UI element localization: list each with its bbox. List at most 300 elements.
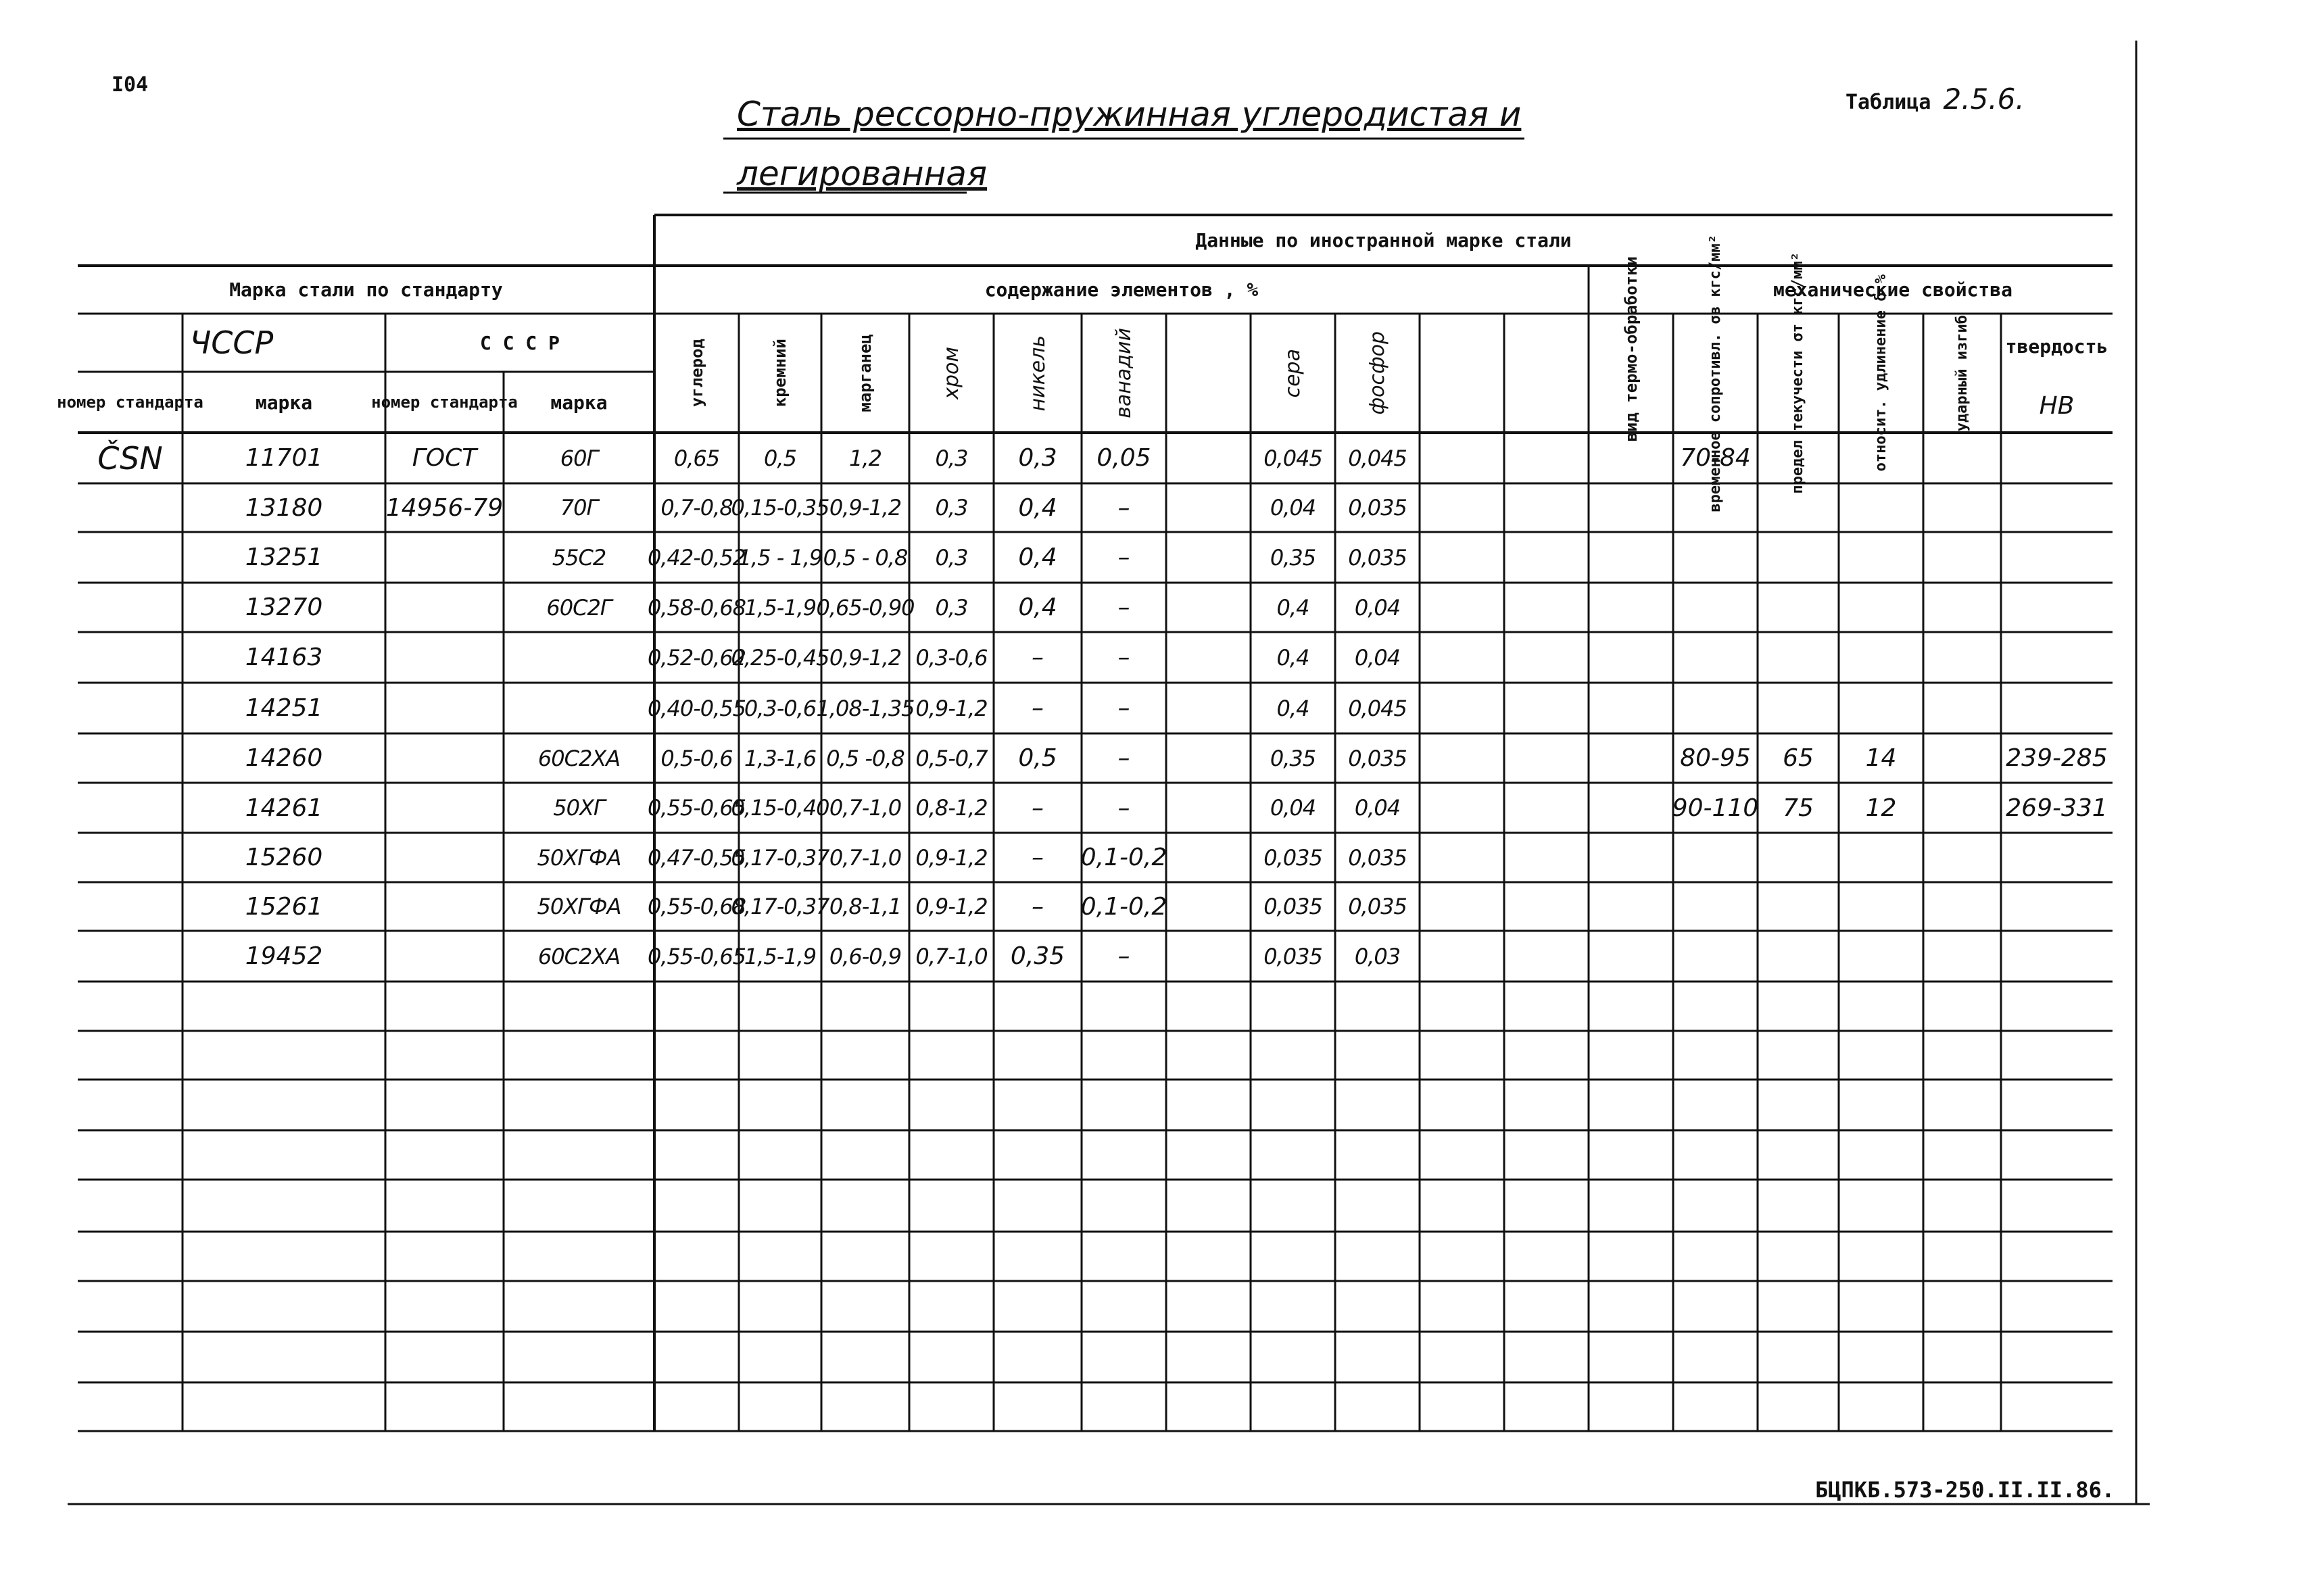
row-1-s bbox=[1251, 483, 1335, 532]
row-9-hb bbox=[2001, 882, 2113, 931]
row-3-v bbox=[1082, 583, 1166, 632]
row-10-s-text: 0,035 bbox=[1263, 943, 1322, 969]
row-10-yield bbox=[1758, 931, 1839, 982]
row-7-v bbox=[1082, 783, 1166, 833]
row-9-ni bbox=[994, 882, 1082, 931]
hardness-header-text: твердость bbox=[2005, 335, 2108, 358]
row-5-elong bbox=[1839, 683, 1923, 733]
element-phosphorus-header-text: фосфор bbox=[1366, 331, 1389, 415]
row-5-mn bbox=[816, 683, 915, 733]
row-10-ni bbox=[994, 931, 1082, 982]
row-8-cr-text: 0,9-1,2 bbox=[915, 844, 988, 871]
row-5-si bbox=[739, 683, 821, 733]
row-3-gost bbox=[385, 583, 504, 632]
row-1-v-text: – bbox=[1117, 493, 1130, 522]
row-2-si bbox=[739, 532, 821, 583]
row-8-c bbox=[647, 833, 746, 882]
row-4-mn-text: 0,9-1,2 bbox=[829, 644, 902, 671]
foreign-data-header bbox=[654, 215, 2113, 266]
row-4-si-text: 0,25-0,45 bbox=[731, 644, 829, 671]
row-5-s-text: 0,4 bbox=[1276, 695, 1309, 721]
page-number: I04 bbox=[112, 73, 149, 97]
row-3-v-text: – bbox=[1117, 594, 1130, 621]
row-10-sssr_grade-text: 60С2ХА bbox=[537, 943, 621, 969]
row-2-ni-text: 0,4 bbox=[1018, 543, 1057, 571]
row-5-cr bbox=[909, 683, 994, 733]
row-9-grade bbox=[183, 882, 385, 931]
row-7-ni bbox=[994, 783, 1082, 833]
row-8-yield bbox=[1758, 833, 1839, 882]
row-4-csn bbox=[78, 632, 183, 683]
row-0-ni bbox=[994, 433, 1082, 483]
row-0-sssr_grade-text: 60Г bbox=[560, 445, 598, 471]
row-8-v bbox=[1082, 833, 1166, 882]
heat-treatment-header bbox=[1589, 256, 1673, 442]
row-8-v-text: 0,1-0,2 bbox=[1080, 844, 1167, 871]
row-7-p bbox=[1335, 783, 1420, 833]
chssr-std-number-header-text: номер стандарта bbox=[57, 393, 203, 412]
row-4-hb bbox=[2001, 632, 2113, 683]
row-4-cr bbox=[909, 632, 994, 683]
row-1-grade-text: 13180 bbox=[245, 493, 323, 522]
element-chromium-header bbox=[909, 314, 994, 433]
row-0-c bbox=[654, 433, 739, 483]
row-3-c bbox=[647, 583, 746, 632]
row-5-c bbox=[647, 683, 746, 733]
row-8-grade bbox=[183, 833, 385, 882]
row-4-v-text: – bbox=[1117, 644, 1130, 671]
row-0-s-text: 0,045 bbox=[1263, 445, 1322, 471]
row-3-yield bbox=[1758, 583, 1839, 632]
row-2-yield bbox=[1758, 532, 1839, 583]
row-10-hb bbox=[2001, 931, 2113, 982]
row-10-c bbox=[647, 931, 746, 982]
row-8-p bbox=[1335, 833, 1420, 882]
row-0-mn-text: 1,2 bbox=[849, 445, 882, 471]
row-5-sssr_grade bbox=[504, 683, 654, 733]
row-3-cr-text: 0,3 bbox=[935, 594, 968, 621]
sssr-header bbox=[385, 314, 654, 372]
row-0-gost-text: ГОСТ bbox=[412, 444, 477, 472]
row-8-hb bbox=[2001, 833, 2113, 882]
row-1-cr-text: 0,3 bbox=[935, 495, 968, 521]
row-7-grade-text: 14261 bbox=[245, 794, 323, 822]
sssr-std-number-header-text: номер стандарта bbox=[371, 393, 518, 412]
row-0-tensile-text: 70-84 bbox=[1680, 444, 1751, 472]
row-2-c-text: 0,42-0,52 bbox=[647, 544, 746, 571]
row-7-mn-text: 0,7-1,0 bbox=[829, 795, 902, 821]
row-2-grade-text: 13251 bbox=[245, 543, 323, 571]
row-3-s bbox=[1251, 583, 1335, 632]
row-7-mn bbox=[821, 783, 909, 833]
row-1-c bbox=[654, 483, 739, 532]
row-6-yield bbox=[1758, 733, 1839, 783]
row-9-cr-text: 0,9-1,2 bbox=[915, 894, 988, 919]
row-3-sssr_grade-text: 60С2Г bbox=[546, 594, 612, 621]
sssr-grade-header bbox=[504, 372, 654, 433]
row-7-gost bbox=[385, 783, 504, 833]
row-10-si bbox=[739, 931, 821, 982]
row-6-ni bbox=[994, 733, 1082, 783]
element-nickel-header-text: никель bbox=[1026, 335, 1050, 412]
row-6-grade bbox=[183, 733, 385, 783]
element-sulfur-header-text: сера bbox=[1281, 348, 1305, 398]
row-6-elong bbox=[1839, 733, 1923, 783]
row-8-sssr_grade bbox=[504, 833, 654, 882]
row-6-c bbox=[654, 733, 739, 783]
row-7-elong bbox=[1839, 783, 1923, 833]
row-0-v bbox=[1082, 433, 1166, 483]
row-9-p-text: 0,035 bbox=[1348, 894, 1407, 919]
grade-by-standard-header-text: Марка стали по стандарту bbox=[229, 279, 503, 301]
row-10-tensile bbox=[1673, 931, 1758, 982]
row-0-v-text: 0,05 bbox=[1096, 444, 1151, 472]
row-6-s-text: 0,35 bbox=[1270, 745, 1316, 771]
row-6-mn bbox=[821, 733, 909, 783]
row-10-v bbox=[1082, 931, 1166, 982]
row-5-hb bbox=[2001, 683, 2113, 733]
row-3-cr bbox=[909, 583, 994, 632]
row-2-c bbox=[647, 532, 746, 583]
heat-treatment-header-text: вид термо-обработки bbox=[1621, 256, 1641, 442]
row-7-tensile-text: 90-110 bbox=[1672, 794, 1759, 822]
row-9-p bbox=[1335, 882, 1420, 931]
title-line-2: легированная bbox=[737, 154, 988, 193]
row-0-csn bbox=[78, 433, 183, 483]
row-8-grade-text: 15260 bbox=[245, 844, 323, 871]
row-6-si bbox=[739, 733, 821, 783]
row-0-s bbox=[1251, 433, 1335, 483]
row-2-ni bbox=[994, 532, 1082, 583]
row-1-sssr_grade-text: 70Г bbox=[560, 495, 598, 521]
row-0-si-text: 0,5 bbox=[764, 445, 796, 471]
row-9-si-text: 0,17-0,37 bbox=[731, 894, 829, 919]
row-2-p-text: 0,035 bbox=[1348, 544, 1407, 571]
title-line-1: Сталь рессорно-пружинная углеродистая и bbox=[737, 95, 1522, 134]
row-8-c-text: 0,47-0,55 bbox=[647, 844, 746, 871]
row-8-si-text: 0,17-0,37 bbox=[731, 844, 829, 871]
yield-strength-header-text: предел текучести σт кгс/мм² bbox=[1789, 252, 1806, 494]
row-2-s bbox=[1251, 532, 1335, 583]
impact-bending-header-text: ударный изгиб bbox=[1953, 314, 1971, 432]
row-2-gost bbox=[385, 532, 504, 583]
row-1-hb bbox=[2001, 483, 2113, 532]
row-4-grade-text: 14163 bbox=[245, 644, 323, 671]
row-0-tensile bbox=[1673, 433, 1758, 483]
row-9-s bbox=[1251, 882, 1335, 931]
row-9-s-text: 0,035 bbox=[1263, 894, 1322, 919]
row-4-mn bbox=[821, 632, 909, 683]
row-8-sssr_grade-text: 50ХГФА bbox=[537, 844, 621, 871]
element-manganese-header bbox=[821, 314, 909, 433]
row-3-tensile bbox=[1673, 583, 1758, 632]
row-3-csn bbox=[78, 583, 183, 632]
row-2-grade bbox=[183, 532, 385, 583]
element-carbon-header-text: углерод bbox=[687, 339, 706, 408]
row-2-sssr_grade bbox=[504, 532, 654, 583]
row-8-s bbox=[1251, 833, 1335, 882]
row-3-ni bbox=[994, 583, 1082, 632]
row-4-yield bbox=[1758, 632, 1839, 683]
row-4-gost bbox=[385, 632, 504, 683]
row-5-tensile bbox=[1673, 683, 1758, 733]
row-9-gost bbox=[385, 882, 504, 931]
row-7-v-text: – bbox=[1117, 794, 1130, 822]
row-2-v bbox=[1082, 532, 1166, 583]
row-6-tensile-text: 80-95 bbox=[1680, 744, 1751, 772]
row-2-p bbox=[1335, 532, 1420, 583]
row-2-hb bbox=[2001, 532, 2113, 583]
row-4-s-text: 0,4 bbox=[1276, 644, 1309, 671]
row-2-si-text: 1,5 - 1,9 bbox=[738, 544, 823, 571]
chssr-std-number-header bbox=[57, 372, 203, 433]
row-2-cr-text: 0,3 bbox=[935, 544, 968, 571]
row-2-sssr_grade-text: 55С2 bbox=[552, 544, 606, 571]
elongation-header-text: относит. удлинение δ % bbox=[1872, 274, 1889, 472]
row-7-c-text: 0,55-0,65 bbox=[647, 795, 746, 821]
row-10-elong bbox=[1839, 931, 1923, 982]
row-9-elong bbox=[1839, 882, 1923, 931]
row-1-cr bbox=[909, 483, 994, 532]
row-5-grade-text: 14251 bbox=[245, 694, 323, 722]
row-6-cr bbox=[909, 733, 994, 783]
row-0-grade-text: 11701 bbox=[245, 444, 323, 472]
row-6-si-text: 1,3-1,6 bbox=[744, 745, 817, 771]
row-7-cr-text: 0,8-1,2 bbox=[915, 795, 988, 821]
element-chromium-header-text: хром bbox=[940, 347, 963, 400]
row-1-v bbox=[1082, 483, 1166, 532]
row-1-s-text: 0,04 bbox=[1270, 495, 1316, 521]
row-7-csn bbox=[78, 783, 183, 833]
row-5-c-text: 0,40-0,55 bbox=[647, 695, 746, 721]
row-4-p bbox=[1335, 632, 1420, 683]
row-0-hb bbox=[2001, 433, 2113, 483]
row-8-tensile bbox=[1673, 833, 1758, 882]
sssr-std-number-header bbox=[371, 372, 518, 433]
row-7-yield bbox=[1758, 783, 1839, 833]
row-0-si bbox=[739, 433, 821, 483]
row-0-yield bbox=[1758, 433, 1839, 483]
yield-strength-header bbox=[1758, 252, 1839, 494]
row-7-yield-text: 75 bbox=[1783, 794, 1814, 822]
row-10-cr bbox=[909, 931, 994, 982]
element-phosphorus-header bbox=[1335, 314, 1420, 433]
row-1-gost-text: 14956-79 bbox=[385, 493, 504, 522]
row-6-s bbox=[1251, 733, 1335, 783]
row-6-cr-text: 0,5-0,7 bbox=[915, 745, 988, 771]
row-7-si bbox=[731, 783, 829, 833]
row-6-hb-text: 239-285 bbox=[2006, 744, 2108, 772]
row-6-tensile bbox=[1673, 733, 1758, 783]
mechanical-properties-header-text: механические свойства bbox=[1772, 279, 2012, 301]
foreign-data-header-text: Данные по иностранной марке стали bbox=[1195, 229, 1572, 251]
element-vanadium-header bbox=[1082, 314, 1166, 433]
row-7-s bbox=[1251, 783, 1335, 833]
row-3-si bbox=[739, 583, 821, 632]
row-4-si bbox=[731, 632, 829, 683]
row-6-yield-text: 65 bbox=[1783, 744, 1814, 772]
row-0-ni-text: 0,3 bbox=[1018, 444, 1057, 472]
row-3-p-text: 0,04 bbox=[1354, 594, 1401, 621]
row-9-cr bbox=[909, 882, 994, 931]
element-nickel-header bbox=[994, 314, 1082, 433]
row-9-sssr_grade-text: 50ХГФА bbox=[537, 894, 621, 919]
row-2-elong bbox=[1839, 532, 1923, 583]
row-10-s bbox=[1251, 931, 1335, 982]
element-carbon-header bbox=[654, 314, 739, 433]
row-5-cr-text: 0,9-1,2 bbox=[915, 695, 988, 721]
row-9-mn bbox=[821, 882, 909, 931]
chssr-header-text: ЧССР bbox=[189, 324, 274, 361]
row-7-ni-text: – bbox=[1032, 794, 1044, 822]
row-8-si bbox=[731, 833, 829, 882]
hardness-header bbox=[2001, 314, 2113, 379]
row-6-v bbox=[1082, 733, 1166, 783]
row-10-p-text: 0,03 bbox=[1354, 943, 1401, 969]
row-1-ni-text: 0,4 bbox=[1018, 493, 1057, 522]
row-7-grade bbox=[183, 783, 385, 833]
mechanical-properties-header bbox=[1673, 266, 2113, 314]
row-4-ni bbox=[994, 632, 1082, 683]
row-1-elong bbox=[1839, 483, 1923, 532]
row-1-ni bbox=[994, 483, 1082, 532]
row-5-ni bbox=[994, 683, 1082, 733]
row-8-p-text: 0,035 bbox=[1348, 844, 1407, 871]
row-2-cr bbox=[909, 532, 994, 583]
row-6-elong-text: 14 bbox=[1865, 744, 1897, 772]
row-3-c-text: 0,58-0,68 bbox=[647, 594, 746, 621]
row-10-mn bbox=[821, 931, 909, 982]
row-10-v-text: – bbox=[1117, 942, 1130, 970]
tensile-strength-header-text: временное сопротивл. σв кгс/мм² bbox=[1706, 234, 1724, 512]
row-8-ni-text: – bbox=[1032, 844, 1044, 871]
row-5-mn-text: 1,08-1,35 bbox=[816, 695, 915, 721]
row-2-csn bbox=[78, 532, 183, 583]
table-number: 2.5.6. bbox=[1943, 82, 2025, 116]
impact-bending-header bbox=[1923, 314, 2001, 433]
row-9-c-text: 0,55-0,68 bbox=[647, 894, 746, 919]
row-5-s bbox=[1251, 683, 1335, 733]
row-5-p-text: 0,045 bbox=[1348, 695, 1407, 721]
chssr-grade-header bbox=[183, 372, 385, 433]
row-0-grade bbox=[183, 433, 385, 483]
row-10-sssr_grade bbox=[504, 931, 654, 982]
row-3-p bbox=[1335, 583, 1420, 632]
row-0-cr-text: 0,3 bbox=[935, 445, 968, 471]
row-6-p bbox=[1335, 733, 1420, 783]
row-2-v-text: – bbox=[1117, 543, 1130, 571]
row-3-hb bbox=[2001, 583, 2113, 632]
row-1-c-text: 0,7-0,8 bbox=[660, 495, 733, 521]
row-10-c-text: 0,55-0,65 bbox=[647, 943, 746, 969]
row-9-grade-text: 15261 bbox=[245, 892, 323, 921]
elements-content-header-text: содержание элементов , % bbox=[984, 279, 1259, 301]
row-1-yield bbox=[1758, 483, 1839, 532]
row-4-v bbox=[1082, 632, 1166, 683]
row-0-csn-text: ČSN bbox=[97, 439, 163, 477]
element-silicon-header-text: кремний bbox=[771, 339, 790, 408]
row-5-ni-text: – bbox=[1032, 694, 1044, 722]
row-9-si bbox=[731, 882, 829, 931]
row-3-s-text: 0,4 bbox=[1276, 594, 1309, 621]
row-7-hb bbox=[2001, 783, 2113, 833]
row-6-v-text: – bbox=[1117, 744, 1130, 772]
row-2-mn-text: 0,5 - 0,8 bbox=[823, 544, 908, 571]
row-7-sssr_grade-text: 50ХГ bbox=[553, 795, 605, 821]
row-4-c-text: 0,52-0,62 bbox=[647, 644, 746, 671]
row-6-p-text: 0,035 bbox=[1348, 745, 1407, 771]
row-4-grade bbox=[183, 632, 385, 683]
row-5-v-text: – bbox=[1117, 694, 1130, 722]
row-10-grade bbox=[183, 931, 385, 982]
row-3-ni-text: 0,4 bbox=[1018, 594, 1057, 621]
row-6-csn bbox=[78, 733, 183, 783]
row-1-sssr_grade bbox=[504, 483, 654, 532]
sssr-grade-header-text: марка bbox=[550, 391, 608, 414]
row-8-gost bbox=[385, 833, 504, 882]
row-4-p-text: 0,04 bbox=[1354, 644, 1401, 671]
row-4-s bbox=[1251, 632, 1335, 683]
row-4-cr-text: 0,3-0,6 bbox=[915, 644, 988, 671]
row-8-elong bbox=[1839, 833, 1923, 882]
row-10-gost bbox=[385, 931, 504, 982]
row-7-c bbox=[647, 783, 746, 833]
row-6-sssr_grade bbox=[504, 733, 654, 783]
row-5-si-text: 0,3-0,6 bbox=[744, 695, 817, 721]
row-3-mn-text: 0,65-0,90 bbox=[816, 594, 915, 621]
element-manganese-header-text: марганец bbox=[856, 334, 875, 412]
row-9-c bbox=[647, 882, 746, 931]
row-8-csn bbox=[78, 833, 183, 882]
table-label: Таблица bbox=[1845, 91, 1931, 114]
hardness-unit-header-text: НВ bbox=[2039, 391, 2075, 420]
row-1-mn bbox=[821, 483, 909, 532]
row-1-csn bbox=[78, 483, 183, 532]
row-5-grade bbox=[183, 683, 385, 733]
row-10-csn bbox=[78, 931, 183, 982]
row-1-p bbox=[1335, 483, 1420, 532]
row-0-sssr_grade bbox=[504, 433, 654, 483]
row-8-cr bbox=[909, 833, 994, 882]
row-6-hb bbox=[2001, 733, 2113, 783]
row-6-ni-text: 0,5 bbox=[1018, 744, 1057, 772]
row-10-ni-text: 0,35 bbox=[1010, 942, 1065, 970]
row-2-mn bbox=[821, 532, 909, 583]
chssr-header bbox=[78, 314, 385, 372]
row-3-sssr_grade bbox=[504, 583, 654, 632]
chssr-grade-header-text: марка bbox=[255, 391, 313, 414]
row-9-tensile bbox=[1673, 882, 1758, 931]
row-0-elong bbox=[1839, 433, 1923, 483]
hardness-unit-header bbox=[2001, 379, 2113, 433]
row-3-grade-text: 13270 bbox=[245, 594, 323, 621]
row-5-p bbox=[1335, 683, 1420, 733]
row-8-mn bbox=[821, 833, 909, 882]
row-1-si-text: 0,15-0,35 bbox=[731, 495, 829, 521]
row-0-c-text: 0,65 bbox=[673, 445, 720, 471]
elements-content-header bbox=[654, 266, 1589, 314]
row-6-sssr_grade-text: 60С2ХА bbox=[537, 745, 621, 771]
row-3-grade bbox=[183, 583, 385, 632]
row-4-c bbox=[647, 632, 746, 683]
row-1-p-text: 0,035 bbox=[1348, 495, 1407, 521]
row-7-hb-text: 269-331 bbox=[2006, 794, 2108, 822]
row-9-yield bbox=[1758, 882, 1839, 931]
sssr-header-text: С С С Р bbox=[479, 331, 560, 354]
row-1-gost bbox=[385, 483, 504, 532]
row-1-mn-text: 0,9-1,2 bbox=[829, 495, 902, 521]
row-10-grade-text: 19452 bbox=[245, 942, 323, 970]
